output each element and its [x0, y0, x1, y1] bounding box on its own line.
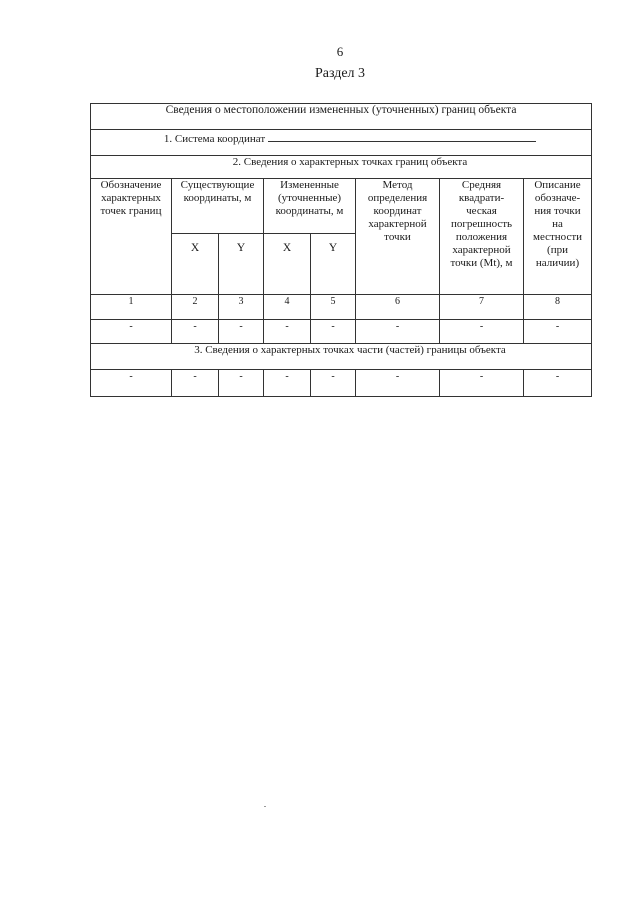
- table-row: [91, 370, 592, 397]
- table-cell: -: [91, 370, 172, 397]
- table-title: Сведения о местоположении измененных (уточненных) границ объекта: [91, 104, 592, 130]
- header-changed-coords: Измененные (уточненные) координаты, м: [264, 179, 356, 234]
- scan-speck: [264, 806, 266, 807]
- column-number: 8: [524, 295, 592, 320]
- table-cell: -: [356, 320, 440, 344]
- column-number: 1: [91, 295, 172, 320]
- header-point-designation: Обозначение характерных точек границ: [91, 179, 172, 295]
- coord-system-blank-line: [268, 130, 536, 142]
- header-mean-error: Средняя квадрати- ческая погрешность положения характерной точки (Mt), м: [440, 179, 524, 295]
- header-changed-x: X: [264, 234, 311, 295]
- coord-system-label: 1. Система координат: [163, 133, 266, 145]
- table-row: [91, 320, 592, 344]
- column-number: 3: [219, 295, 264, 320]
- table-cell: -: [440, 320, 524, 344]
- table-cell: -: [524, 370, 592, 397]
- section2-label: 2. Сведения о характерных точках границ объекта: [91, 156, 592, 179]
- column-number: 7: [440, 295, 524, 320]
- boundary-points-table: [90, 103, 592, 397]
- header-description: Описание обозначе- ния точки на местности (при наличии): [524, 179, 592, 295]
- table-cell: -: [264, 320, 311, 344]
- header-existing-y: Y: [219, 234, 264, 295]
- section-title: Раздел 3: [314, 66, 366, 81]
- column-number: 2: [172, 295, 219, 320]
- page-number: 6: [336, 44, 344, 59]
- column-number-row: [91, 295, 592, 320]
- table-cell: -: [524, 320, 592, 344]
- table-cell: -: [172, 320, 219, 344]
- section3-label: 3. Сведения о характерных точках части (частей) границы объекта: [91, 344, 592, 370]
- table-cell: -: [264, 370, 311, 397]
- column-number: 5: [311, 295, 356, 320]
- header-existing-x: X: [172, 234, 219, 295]
- coord-system-row: [91, 130, 592, 156]
- table-cell: -: [172, 370, 219, 397]
- table-cell: -: [440, 370, 524, 397]
- table-cell: -: [219, 320, 264, 344]
- header-method: Метод определения координат характерной точки: [356, 179, 440, 295]
- table-cell: -: [356, 370, 440, 397]
- header-existing-coords: Существующие координаты, м: [172, 179, 264, 234]
- column-number: 6: [356, 295, 440, 320]
- table-cell: -: [91, 320, 172, 344]
- header-changed-y: Y: [311, 234, 356, 295]
- table-cell: -: [311, 320, 356, 344]
- table-cell: -: [311, 370, 356, 397]
- table-cell: -: [219, 370, 264, 397]
- column-number: 4: [264, 295, 311, 320]
